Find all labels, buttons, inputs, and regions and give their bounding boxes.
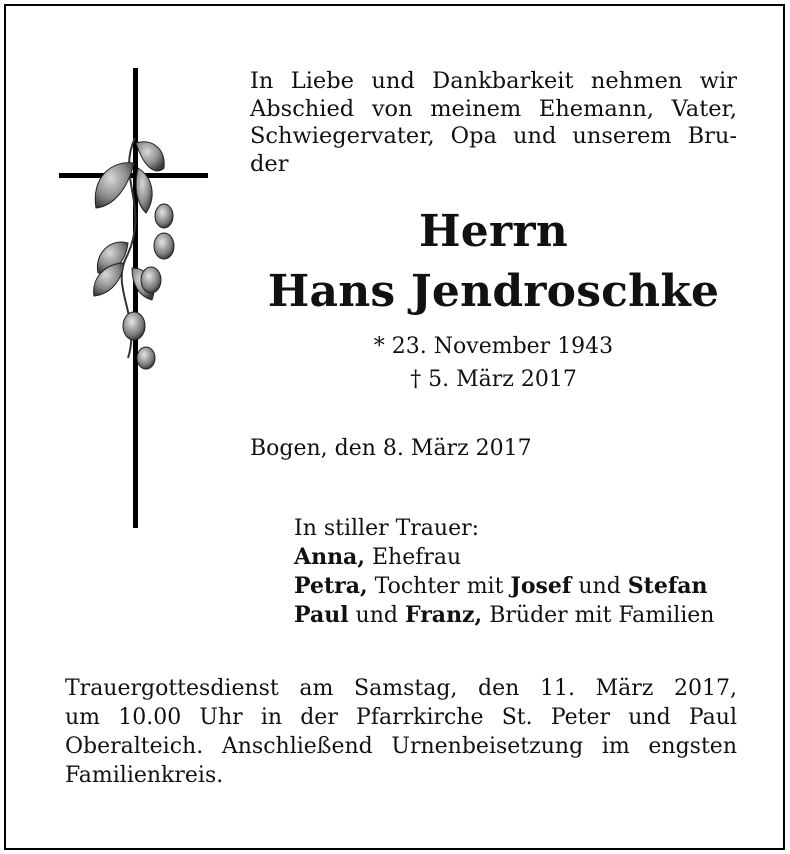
intro-text [250, 68, 737, 178]
service-line: um 10.00 Uhr in der Pfarrkirche St. Peter und Paul [65, 705, 737, 730]
service-line: Trauergottesdienst am Samstag, den 11. März 2017, [65, 676, 737, 701]
notice-frame [4, 4, 785, 850]
mourner-relation: Ehefrau [364, 545, 462, 570]
mourner-name: Petra, [294, 573, 368, 599]
mourner-relation: Brüder mit Familien [482, 603, 715, 628]
service-line: Familienkreis. [65, 763, 224, 788]
mourners-block [294, 514, 714, 630]
mourner-relation: Tochter mit [367, 574, 511, 599]
place-and-date: Bogen, den 8. März 2017 [250, 436, 532, 461]
intro-line: der [250, 150, 289, 177]
mourner-row [294, 572, 714, 601]
deceased-name: Hans Jendroschke [267, 266, 720, 317]
mourner-row [294, 543, 714, 572]
mourner-name: Stefan [627, 573, 708, 599]
mourner-name: Franz, [404, 602, 483, 628]
salutation: Herrn [419, 206, 568, 257]
mourner-name: Anna, [294, 544, 365, 570]
mourner-relation: und [571, 574, 628, 599]
mourner-name: Josef [510, 573, 572, 599]
funeral-service-text [65, 674, 737, 790]
service-line: Oberalteich. Anschließend Urnenbeisetzung im engsten [65, 734, 737, 759]
cross-with-hops-icon [56, 68, 216, 530]
birth-date: * 23. November 1943 [373, 334, 614, 359]
mourner-name: Paul [294, 602, 349, 628]
death-date: † 5. März 2017 [410, 367, 577, 392]
intro-line: Schwiegervater, Opa und unserem Bru- [250, 123, 737, 149]
mourner-row [294, 601, 714, 630]
intro-line: Abschied von meinem Ehemann, Vater, [250, 95, 737, 122]
mourner-relation: und [348, 603, 405, 628]
intro-line: In Liebe und Dankbarkeit nehmen wir [250, 68, 737, 94]
mourners-heading: In stiller Trauer: [294, 516, 480, 541]
